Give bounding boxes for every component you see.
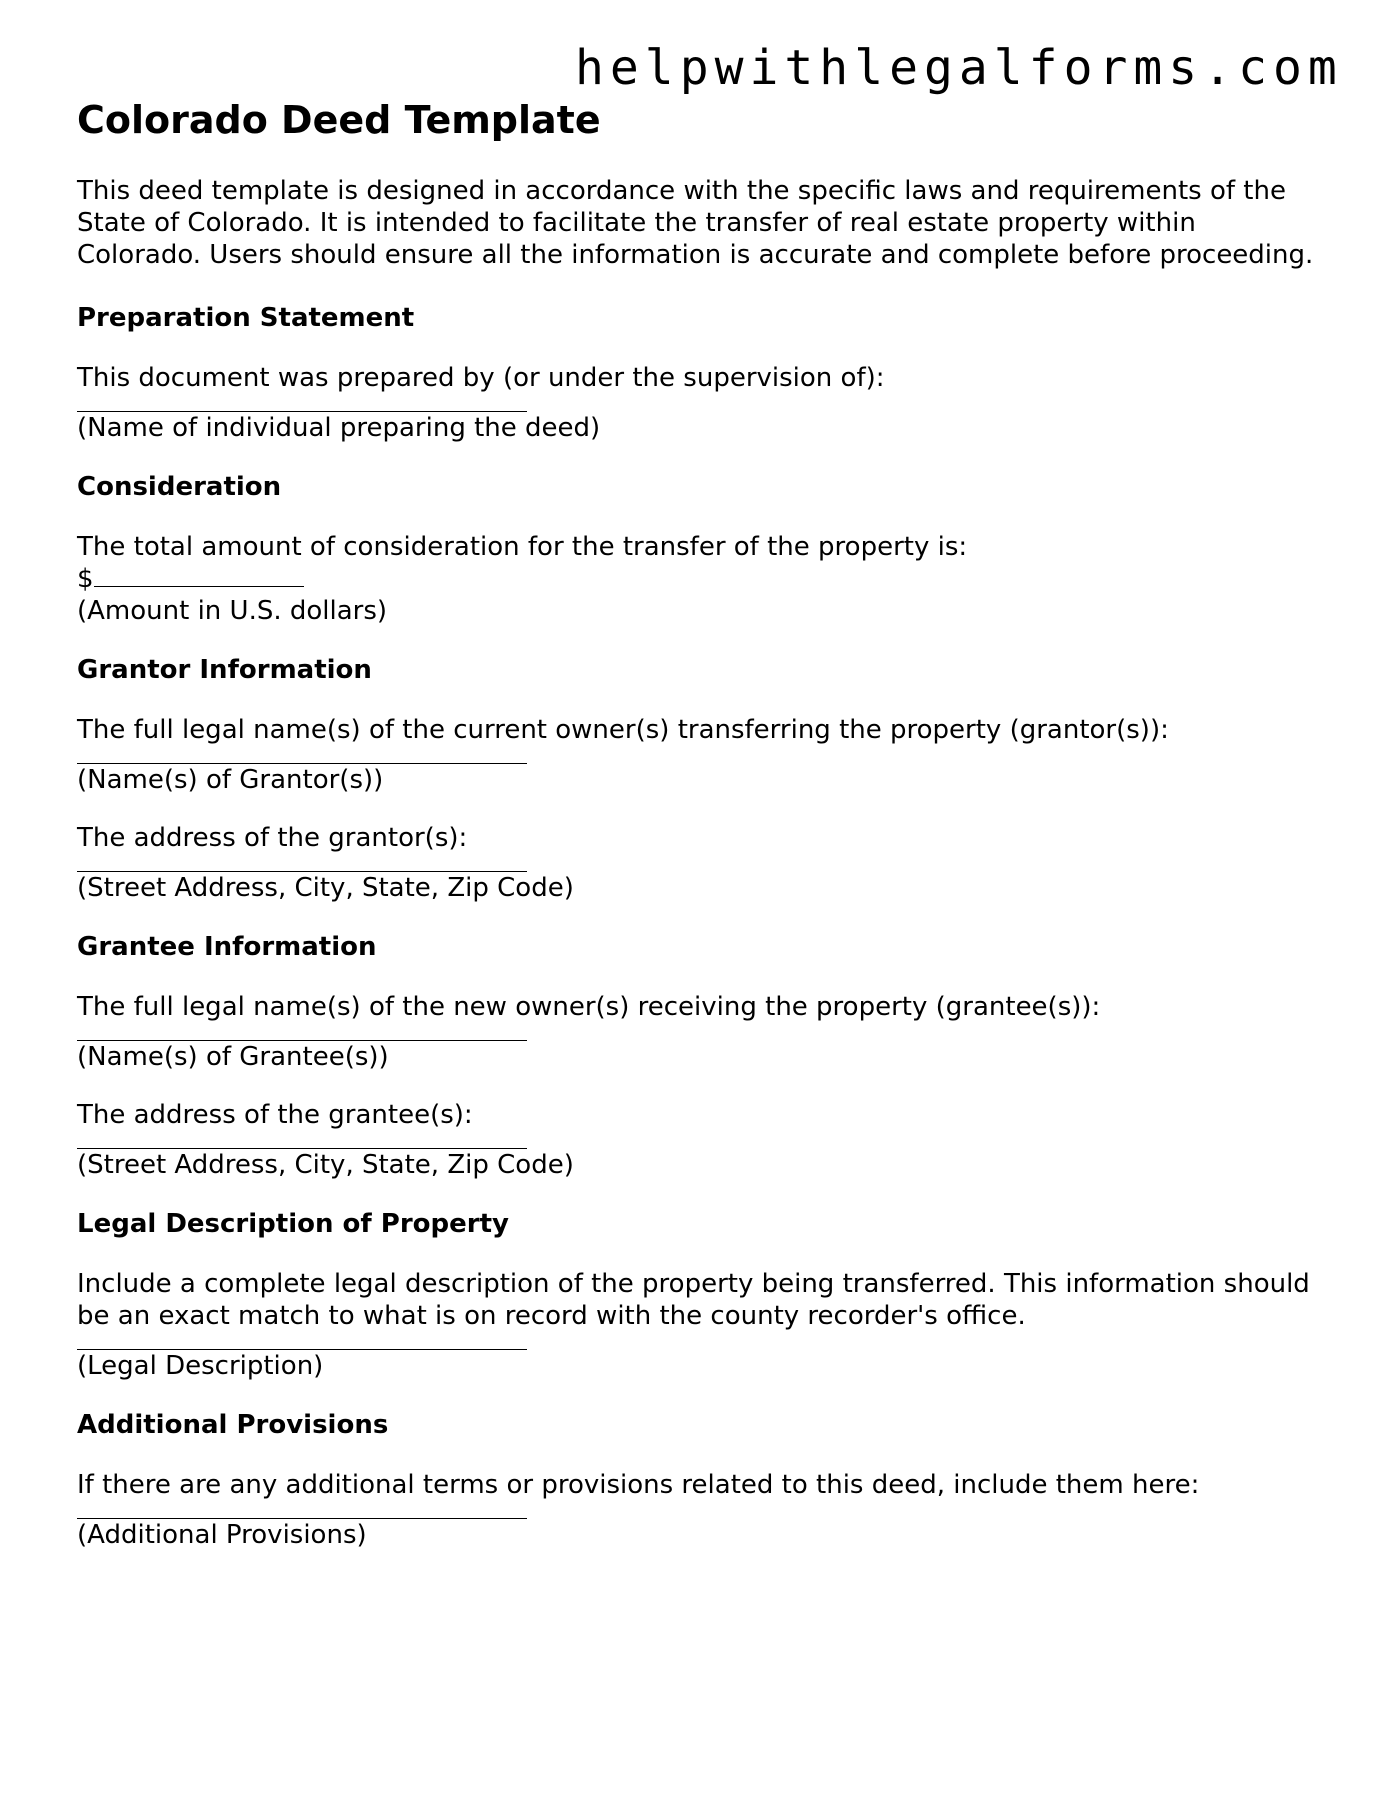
dollar-sign: $	[77, 564, 94, 594]
amount-row	[77, 563, 1327, 595]
intro-paragraph: This deed template is designed in accordance with the specific laws and requirements of the State of Colorado. It is intended to facilitate the transfer of real estate property within Colorado. Users should ensure all the information is accurate and complete before proceeding.	[77, 176, 1314, 270]
additional-provisions-text: If there are any additional terms or provisions related to this deed, include them here:	[77, 1470, 1200, 1500]
grantor-address-caption: (Street Address, City, State, Zip Code)	[77, 873, 574, 903]
preparation-section	[77, 302, 1327, 444]
grantee-name-text: The full legal name(s) of the new owner(s) receiving the property (grantee(s)):	[77, 992, 1101, 1022]
additional-provisions-heading: Additional Provisions	[77, 1410, 389, 1440]
grantor-section	[77, 654, 1327, 904]
preparer-name-caption: (Name of individual preparing the deed)	[77, 413, 601, 443]
additional-provisions-caption: (Additional Provisions)	[77, 1520, 367, 1550]
preparation-heading: Preparation Statement	[77, 303, 415, 333]
grantee-section	[77, 931, 1327, 1181]
legal-description-caption: (Legal Description)	[77, 1351, 324, 1381]
grantee-address-text: The address of the grantee(s):	[77, 1100, 473, 1130]
legal-description-section	[77, 1208, 1327, 1382]
legal-description-heading: Legal Description of Property	[77, 1209, 509, 1239]
grantee-address-caption: (Street Address, City, State, Zip Code)	[77, 1150, 574, 1180]
grantor-name-text: The full legal name(s) of the current owner(s) transferring the property (grantor(s)):	[77, 715, 1169, 745]
grantee-name-caption: (Name(s) of Grantee(s))	[77, 1042, 389, 1072]
consideration-section	[77, 471, 1327, 627]
legal-description-text: Include a complete legal description of the property being transferred. This information should be an exact match to what is on record with the county recorder's office.	[77, 1269, 1310, 1331]
grantor-address-text: The address of the grantor(s):	[77, 823, 468, 853]
consideration-text: The total amount of consideration for the transfer of the property is:	[77, 532, 968, 562]
consideration-heading: Consideration	[77, 472, 282, 502]
preparation-text: This document was prepared by (or under the supervision of):	[77, 363, 885, 393]
deed-document	[77, 96, 1327, 1551]
site-watermark: helpwithlegalforms.com	[575, 40, 1343, 96]
amount-blank[interactable]	[94, 586, 304, 587]
additional-provisions-section	[77, 1409, 1327, 1551]
amount-caption: (Amount in U.S. dollars)	[77, 596, 388, 626]
grantor-heading: Grantor Information	[77, 655, 372, 685]
grantee-heading: Grantee Information	[77, 932, 377, 962]
page-title: Colorado Deed Template	[77, 98, 601, 142]
grantor-name-caption: (Name(s) of Grantor(s))	[77, 765, 384, 795]
